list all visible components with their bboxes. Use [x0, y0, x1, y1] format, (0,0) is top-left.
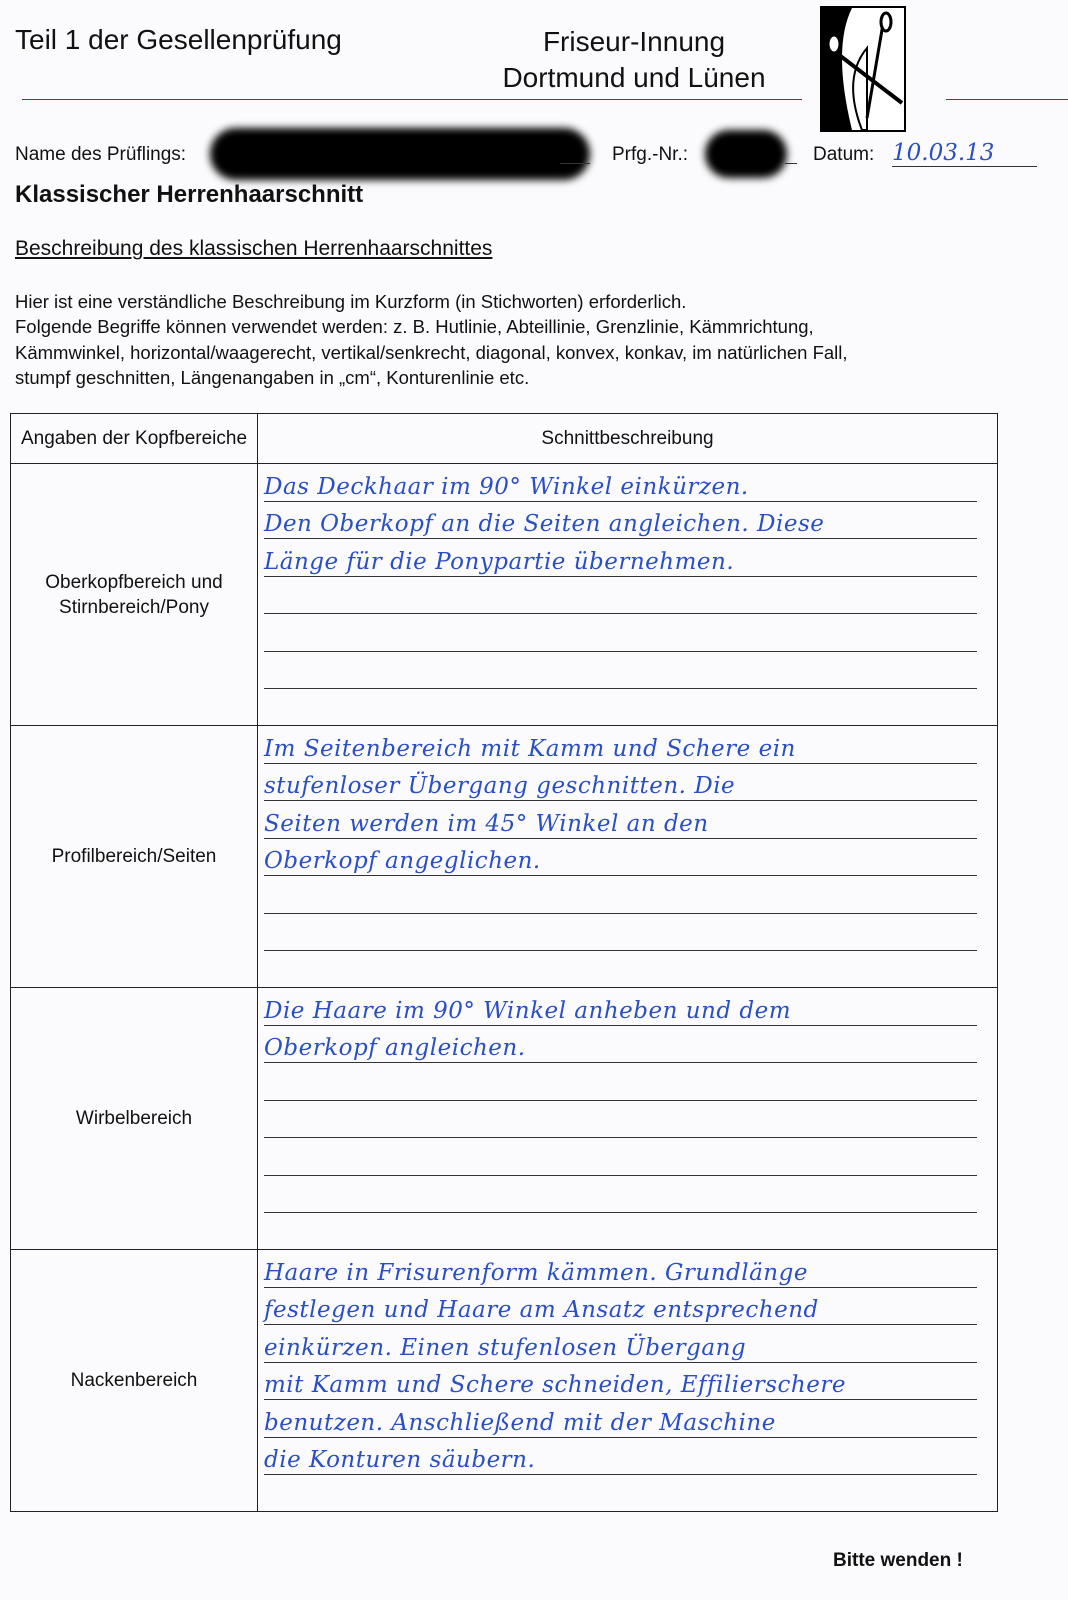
area-label: Nackenbereich: [11, 1250, 258, 1512]
ruled-line: [264, 1400, 977, 1438]
description-cell[interactable]: [258, 988, 998, 1250]
table-row: [11, 988, 998, 1250]
header-divider: [22, 99, 802, 100]
ruled-line: [264, 1026, 977, 1064]
table-row: [11, 726, 998, 988]
ruled-line: [264, 726, 977, 764]
handwritten-text: Den Oberkopf an die Seiten angleichen. Diese: [264, 511, 825, 537]
instruction-line: Folgende Begriffe können verwendet werden: z. B. Hutlinie, Abteillinie, Grenzlinie, Kämmrichtung,: [15, 316, 814, 338]
ruled-line: [264, 464, 977, 502]
instruction-line: stumpf geschnitten, Längenangaben in „cm“, Konturenlinie etc.: [15, 366, 530, 388]
ruled-line: [264, 1288, 977, 1326]
instruction-line: Hier ist eine verständliche Beschreibung im Kurzform (in Stichworten) erforderlich.: [15, 291, 687, 312]
instructions: [15, 289, 848, 390]
ruled-line: [264, 839, 977, 877]
redacted-exam-number: [705, 130, 787, 178]
column-header-description: Schnittbeschreibung: [258, 414, 998, 464]
handwritten-text: stufenloser Übergang geschnitten. Die: [264, 773, 736, 799]
handwritten-text: Seiten werden im 45° Winkel an den: [264, 810, 709, 837]
ruled-line: [264, 1176, 977, 1214]
ruled-line: [264, 1101, 977, 1139]
ruled-line: [264, 577, 977, 615]
handwritten-text: die Konturen säubern.: [264, 1447, 536, 1473]
ruled-line: [264, 1438, 977, 1476]
handwritten-text: Haare in Frisurenform kämmen. Grundlänge: [264, 1259, 808, 1286]
ruled-line: [264, 1063, 977, 1101]
ruled-line: [264, 614, 977, 652]
handwritten-text: Länge für die Ponypartie übernehmen.: [264, 548, 735, 575]
footer-note: Bitte wenden !: [833, 1550, 963, 1571]
handwritten-text: benutzen. Anschließend mit der Maschine: [264, 1409, 776, 1436]
table-row: [11, 1250, 998, 1512]
ruled-line: [264, 1250, 977, 1288]
number-underline: [785, 163, 797, 164]
organization-line1: Friseur-Innung: [542, 26, 726, 57]
description-table: [10, 413, 998, 1512]
table-header-row: [11, 414, 998, 464]
ruled-line: [264, 539, 977, 577]
area-label: Profilbereich/Seiten: [11, 726, 258, 988]
ruled-line: [264, 764, 977, 802]
handwritten-text: Oberkopf angeglichen.: [264, 848, 541, 874]
name-underline: [560, 163, 590, 164]
handwritten-text: Die Haare im 90° Winkel anheben und dem: [264, 997, 792, 1024]
column-header-areas: Angaben der Kopfbereiche: [11, 414, 258, 464]
ruled-line: [264, 801, 977, 839]
redacted-name: [210, 128, 590, 180]
description-cell[interactable]: [258, 464, 998, 726]
date-label: Datum:: [813, 144, 875, 165]
handwritten-text: Oberkopf angleichen.: [264, 1035, 526, 1061]
page-title: Klassischer Herrenhaarschnitt: [15, 181, 364, 208]
section-subtitle: Beschreibung des klassischen Herrenhaarschnittes: [15, 237, 493, 260]
handwritten-text: Das Deckhaar im 90° Winkel einkürzen.: [264, 473, 749, 500]
exam-number-label: Prfg.-Nr.:: [612, 144, 689, 165]
handwritten-text: mit Kamm und Schere schneiden, Effilierschere: [264, 1372, 846, 1398]
organization-name: [484, 24, 784, 96]
area-label: Oberkopfbereich und Stirnbereich/Pony: [11, 464, 258, 726]
date-value: 10.03.13: [892, 140, 1037, 167]
ruled-line: [264, 876, 977, 914]
ruled-line: [264, 1138, 977, 1176]
instruction-line: Kämmwinkel, horizontal/waagerecht, vertikal/senkrecht, diagonal, konvex, konkav, im natürlichen Fall,: [15, 341, 848, 363]
scissors-logo-icon: [820, 6, 906, 132]
handwritten-text: festlegen und Haare am Ansatz entsprechend: [264, 1297, 819, 1323]
ruled-line: [264, 652, 977, 690]
organization-line2: Dortmund und Lünen: [502, 62, 766, 93]
name-label: Name des Prüflings:: [15, 144, 187, 165]
table-row: [11, 464, 998, 726]
area-label: Wirbelbereich: [11, 988, 258, 1250]
handwritten-text: Im Seitenbereich mit Kamm und Schere ein: [264, 735, 796, 762]
description-cell[interactable]: [258, 726, 998, 988]
ruled-line: [264, 1325, 977, 1363]
description-cell[interactable]: [258, 1250, 998, 1512]
header-divider-right: [946, 99, 1068, 100]
ruled-line: [264, 1363, 977, 1401]
ruled-line: [264, 914, 977, 952]
ruled-line: [264, 988, 977, 1026]
handwritten-text: einkürzen. Einen stufenlosen Übergang: [264, 1334, 747, 1361]
exam-title: Teil 1 der Gesellenprüfung: [15, 24, 342, 55]
ruled-line: [264, 502, 977, 540]
